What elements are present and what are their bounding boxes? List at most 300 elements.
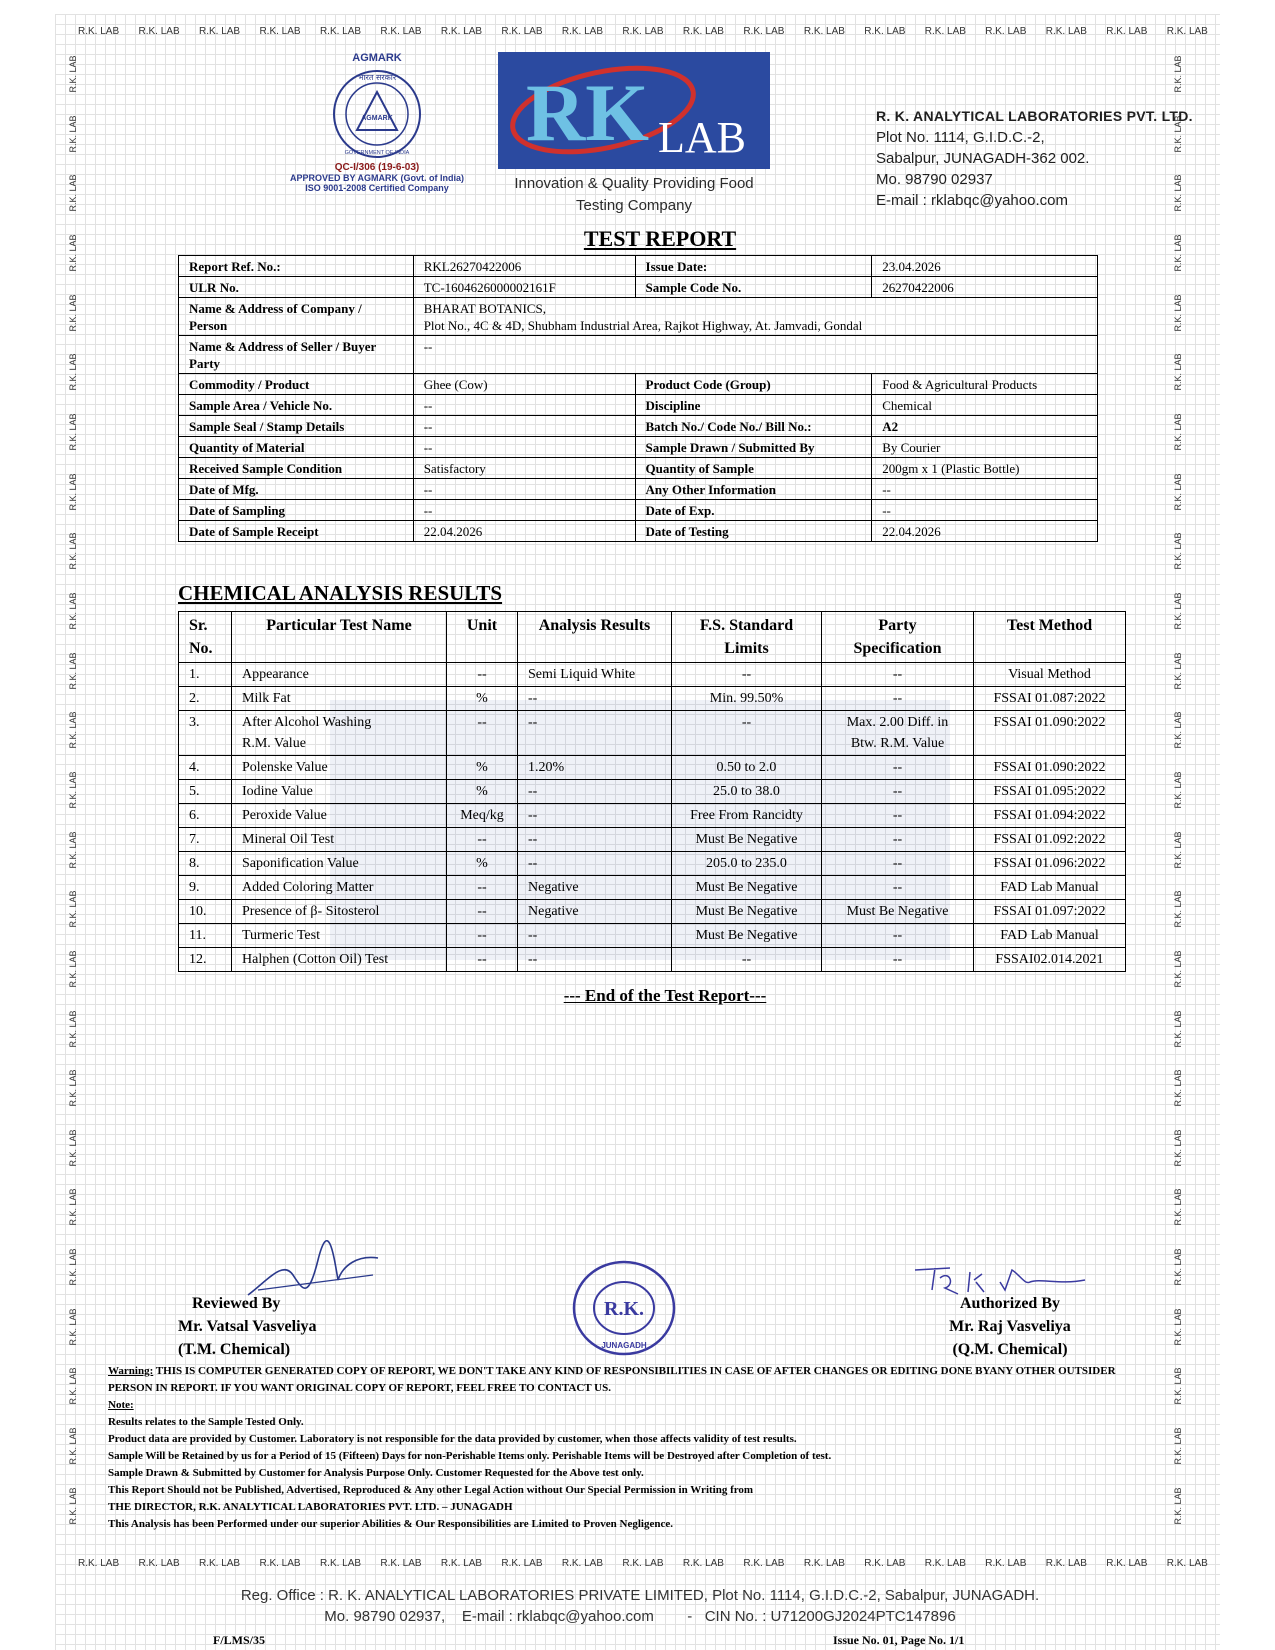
- watermark-label: R.K. LAB: [1173, 890, 1183, 928]
- analysis-result-cell: [518, 876, 672, 900]
- watermark-label: R.K. LAB: [68, 831, 78, 869]
- footer-contact: Mo. 98790 02937, E-mail : rklabqc@yahoo.com - CIN No. : U71200GJ2024PTC147896: [324, 1608, 956, 1625]
- info-value: --: [413, 336, 1097, 374]
- analysis-result-cell: [518, 900, 672, 924]
- test-name-cell: [232, 852, 447, 876]
- info-label: Sample Area / Vehicle No.: [179, 395, 414, 416]
- warning-paragraph: [108, 1363, 1148, 1397]
- results-header-row: [179, 612, 1126, 663]
- tagline-line: Testing Company: [576, 197, 692, 214]
- watermark-label: R.K. LAB: [68, 473, 78, 511]
- analysis-result: --: [528, 691, 538, 706]
- test-method: FSSAI02.014.2021: [995, 952, 1104, 967]
- party-specification-cell: [822, 804, 974, 828]
- fs-standard-limit-cell: [672, 756, 822, 780]
- fs-standard-limit-cell: [672, 828, 822, 852]
- watermark-label: R.K. LAB: [1166, 26, 1208, 37]
- watermark-label: R.K. LAB: [1045, 1558, 1087, 1569]
- watermark-label: R.K. LAB: [1045, 26, 1087, 37]
- footer-reg-office: Reg. Office : R. K. ANALYTICAL LABORATORIES PRIVATE LIMITED, Plot No. 1114, G.I.D.C.-2, Sabalpur, JUNAGADH.: [240, 1587, 1040, 1604]
- test-method-cell: [974, 900, 1126, 924]
- watermark-label: R.K. LAB: [68, 890, 78, 928]
- company-address-block: [876, 108, 1193, 211]
- info-row: [179, 416, 1098, 437]
- results-row: [179, 876, 1126, 900]
- info-row: [179, 479, 1098, 500]
- test-name: R.M. Value: [242, 736, 306, 751]
- info-row: [179, 374, 1098, 395]
- form-code: F/LMS/35: [213, 1633, 266, 1647]
- watermark-label: R.K. LAB: [1173, 1427, 1183, 1465]
- test-name-cell: [232, 687, 447, 711]
- party-specification-cell: [822, 876, 974, 900]
- info-row: [179, 458, 1098, 479]
- watermark-label: R.K. LAB: [924, 1558, 966, 1569]
- sr: 2.: [189, 691, 200, 706]
- watermark-label: R.K. LAB: [68, 174, 78, 212]
- watermark-label: R.K. LAB: [864, 1558, 906, 1569]
- analysis-result-cell: [518, 780, 672, 804]
- results-row: [179, 756, 1126, 780]
- watermark-label: R.K. LAB: [78, 1558, 120, 1569]
- watermark-label: R.K. LAB: [259, 1558, 301, 1569]
- watermark-label: R.K. LAB: [1173, 115, 1183, 153]
- fs-standard-limit: Must Be Negative: [695, 880, 798, 895]
- watermark-label: R.K. LAB: [682, 1558, 724, 1569]
- sr: 5.: [189, 784, 200, 799]
- watermark-label: R.K. LAB: [319, 1558, 362, 1569]
- info-label: Discipline: [635, 395, 872, 416]
- company-mobile: Mo. 98790 02937: [876, 171, 993, 188]
- rk-lab-logo: [498, 52, 770, 169]
- watermark-label: R.K. LAB: [68, 55, 78, 93]
- company-email: E-mail : rklabqc@yahoo.com: [876, 192, 1068, 209]
- agmark-approval: APPROVED BY AGMARK (Govt. of India): [289, 173, 464, 183]
- results-table: [178, 611, 1126, 972]
- agmark-certification: [282, 52, 472, 193]
- test-method: FSSAI 01.095:2022: [993, 784, 1106, 799]
- party-specification-cell: [822, 828, 974, 852]
- customer-name: BHARAT BOTANICS,: [423, 301, 546, 316]
- results-row: [179, 804, 1126, 828]
- info-label: Sample Seal / Stamp Details: [179, 416, 414, 437]
- col-header-result: Analysis Results: [518, 612, 672, 663]
- watermark-label: R.K. LAB: [501, 1558, 543, 1569]
- watermark-column-left: [68, 55, 92, 1525]
- sr: 4.: [189, 760, 200, 775]
- fs-standard-limit-cell: [672, 804, 822, 828]
- sr: 9.: [189, 880, 200, 895]
- sr-cell: [179, 828, 232, 852]
- analysis-result-cell: [518, 711, 672, 756]
- info-label: Commodity / Product: [179, 374, 414, 395]
- fs-standard-limit-cell: [672, 900, 822, 924]
- analysis-result: --: [528, 952, 538, 967]
- watermark-label: R.K. LAB: [1173, 950, 1183, 988]
- info-value: TC-1604626000002161F: [413, 277, 635, 298]
- test-name: Halphen (Cotton Oil) Test: [242, 952, 389, 967]
- info-label: Date of Exp.: [635, 500, 872, 521]
- analysis-result-cell: [518, 756, 672, 780]
- info-value: Chemical: [872, 395, 1098, 416]
- info-label: Received Sample Condition: [179, 458, 414, 479]
- test-method: Visual Method: [1008, 667, 1091, 682]
- test-method-cell: [974, 687, 1126, 711]
- watermark-label: R.K. LAB: [1173, 353, 1183, 391]
- info-label: Name & Address of Seller / Buyer Party: [179, 336, 414, 374]
- fs-standard-limit: Must Be Negative: [695, 832, 798, 847]
- watermark-label: R.K. LAB: [68, 1010, 78, 1048]
- watermark-label: R.K. LAB: [1173, 1188, 1183, 1226]
- watermark-label: R.K. LAB: [68, 652, 78, 690]
- watermark-label: R.K. LAB: [743, 26, 785, 37]
- col-header-fs-standard: F.S. Standard Limits: [672, 612, 822, 663]
- info-value: 22.04.2026: [413, 521, 635, 542]
- fs-standard-limit: 25.0 to 38.0: [713, 784, 780, 799]
- test-name: Peroxide Value: [242, 808, 327, 823]
- watermark-label: R.K. LAB: [68, 711, 78, 749]
- watermark-label: R.K. LAB: [561, 1558, 604, 1569]
- test-name: Saponification Value: [242, 856, 359, 871]
- watermark-label: R.K. LAB: [1173, 1129, 1183, 1167]
- watermark-label: R.K. LAB: [440, 26, 483, 37]
- analysis-result: --: [528, 928, 538, 943]
- watermark-label: R.K. LAB: [1173, 1069, 1183, 1107]
- party-specification-cell: [822, 756, 974, 780]
- agmark-title: AGMARK: [352, 52, 402, 64]
- info-value: A2: [872, 416, 1098, 437]
- sr-cell: [179, 780, 232, 804]
- reviewer-title: (T.M. Chemical): [178, 1341, 291, 1358]
- sr-cell: [179, 924, 232, 948]
- watermark-row-top: [78, 26, 1208, 37]
- fs-standard-limit-cell: [672, 663, 822, 687]
- col-header-unit: Unit: [447, 612, 518, 663]
- analysis-result: Negative: [528, 880, 579, 895]
- watermark-label: R.K. LAB: [68, 771, 78, 809]
- watermark-label: R.K. LAB: [319, 26, 362, 37]
- watermark-label: R.K. LAB: [1173, 473, 1183, 511]
- test-method: FSSAI 01.094:2022: [993, 808, 1106, 823]
- watermark-label: R.K. LAB: [380, 1558, 422, 1569]
- watermark-label: R.K. LAB: [1173, 592, 1183, 630]
- col-header-name: Particular Test Name: [232, 612, 447, 663]
- customer-address: Plot No., 4C & 4D, Shubham Industrial Area, Rajkot Highway, At. Jamvadi, Gondal: [423, 318, 863, 333]
- party-specification: Btw. R.M. Value: [850, 736, 945, 751]
- watermark-label: R.K. LAB: [622, 26, 664, 37]
- info-row: [179, 277, 1098, 298]
- party-specification-cell: [822, 780, 974, 804]
- watermark-label: R.K. LAB: [682, 26, 724, 37]
- info-value: 26270422006: [872, 277, 1098, 298]
- test-method-cell: [974, 780, 1126, 804]
- authorizer-title: (Q.M. Chemical): [952, 1341, 1068, 1358]
- note-label-line: [108, 1397, 1148, 1414]
- results-body: [179, 663, 1126, 972]
- test-method: FAD Lab Manual: [1000, 880, 1099, 895]
- info-label: Date of Mfg.: [179, 479, 414, 500]
- watermark-label: R.K. LAB: [1173, 532, 1183, 570]
- sr: 1.: [189, 667, 200, 682]
- company-address-line-1: Plot No. 1114, G.I.D.C.-2,: [876, 129, 1045, 146]
- col-header-party-spec: Party Specification: [822, 612, 974, 663]
- note-item: This Analysis has been Performed under our superior Abilities & Our Responsibilities are Limited to Proven Negligence.: [108, 1518, 673, 1530]
- info-row: [179, 395, 1098, 416]
- info-label: Any Other Information: [635, 479, 872, 500]
- watermark-label: R.K. LAB: [803, 26, 845, 37]
- sr: 7.: [189, 832, 200, 847]
- analysis-result: --: [528, 856, 538, 871]
- note-item: THE DIRECTOR, R.K. ANALYTICAL LABORATORIES PVT. LTD. – JUNAGADH: [108, 1501, 513, 1513]
- info-value: Satisfactory: [413, 458, 635, 479]
- report-title: TEST REPORT: [583, 226, 737, 251]
- unit-cell: [447, 876, 518, 900]
- watermark-label: R.K. LAB: [68, 1248, 78, 1286]
- results-row: [179, 924, 1126, 948]
- fs-standard-limit: Free From Rancidty: [690, 808, 803, 823]
- agmark-seal-center-text: AGMARK: [361, 115, 393, 122]
- fs-standard-limit: 205.0 to 235.0: [706, 856, 787, 871]
- info-row: [179, 500, 1098, 521]
- note-label: Note:: [108, 1399, 134, 1411]
- test-name-cell: [232, 900, 447, 924]
- logo-letters: RK: [526, 67, 649, 158]
- fs-standard-limit-cell: [672, 780, 822, 804]
- sr: 10.: [189, 904, 207, 919]
- info-label: Date of Sample Receipt: [179, 521, 414, 542]
- watermark-label: R.K. LAB: [68, 234, 78, 272]
- info-label: ULR No.: [179, 277, 414, 298]
- note-item: Product data are provided by Customer. Laboratory is not responsible for the data provided by customer, when those affects validity of test results.: [108, 1433, 797, 1445]
- reviewer-name: Mr. Vatsal Vasveliya: [178, 1318, 317, 1335]
- info-label: Sample Drawn / Submitted By: [635, 437, 872, 458]
- test-method: FSSAI 01.092:2022: [993, 832, 1106, 847]
- warning-text: THIS IS COMPUTER GENERATED COPY OF REPORT, WE DON'T TAKE ANY KIND OF RESPONSIBILITIES IN CASE OF AFTER CHANGES OR EDITING DONE BYANY OTHER OUTSIDER PERSON IN REPORT. IF YOU WANT ORIGINAL COPY OF REPORT, FEEL FREE TO CONTACT US.: [108, 1365, 1116, 1394]
- test-name-cell: [232, 663, 447, 687]
- watermark-label: R.K. LAB: [1173, 1308, 1183, 1346]
- party-specification: --: [892, 784, 903, 799]
- report-info-table: [178, 255, 1098, 542]
- fs-standard-limit: Must Be Negative: [695, 928, 798, 943]
- watermark-label: R.K. LAB: [68, 950, 78, 988]
- watermark-label: R.K. LAB: [1173, 1487, 1183, 1525]
- watermark-label: R.K. LAB: [743, 1558, 785, 1569]
- lab-stamp-icon: [570, 1258, 678, 1358]
- party-specification: --: [892, 880, 903, 895]
- watermark-label: R.K. LAB: [1173, 711, 1183, 749]
- watermark-label: R.K. LAB: [1173, 1367, 1183, 1405]
- analysis-result: --: [528, 808, 538, 823]
- watermark-label: R.K. LAB: [198, 1558, 241, 1569]
- unit-cell: [447, 828, 518, 852]
- party-specification: Max. 2.00 Diff. in: [846, 715, 949, 730]
- authorizer-name: Mr. Raj Vasveliya: [949, 1318, 1071, 1335]
- watermark-label: R.K. LAB: [864, 26, 906, 37]
- unit: --: [477, 928, 487, 943]
- sr-cell: [179, 663, 232, 687]
- note-item: Sample Will be Retained by us for a Period of 15 (Fifteen) Days for non-Perishable Items only. Perishable Items will be Destroyed after Completion of test.: [108, 1450, 832, 1462]
- company-name-address: [413, 298, 1097, 336]
- info-value: 23.04.2026: [872, 256, 1098, 277]
- fs-standard-limit: Must Be Negative: [695, 904, 798, 919]
- fs-standard-limit: 0.50 to 2.0: [716, 760, 777, 775]
- watermark-label: R.K. LAB: [138, 26, 180, 37]
- unit-cell: [447, 711, 518, 756]
- watermark-label: R.K. LAB: [1173, 234, 1183, 272]
- info-row: [179, 256, 1098, 277]
- sr-cell: [179, 756, 232, 780]
- sr-cell: [179, 804, 232, 828]
- unit-cell: [447, 852, 518, 876]
- sr-cell: [179, 852, 232, 876]
- company-tagline: [488, 173, 780, 217]
- party-specification-cell: [822, 711, 974, 756]
- party-specification-cell: [822, 924, 974, 948]
- info-value: 22.04.2026: [872, 521, 1098, 542]
- analysis-result-cell: [518, 687, 672, 711]
- fs-standard-limit-cell: [672, 687, 822, 711]
- fs-standard-limit: Min. 99.50%: [709, 691, 784, 706]
- test-name: Appearance: [242, 667, 309, 682]
- test-method: FSSAI 01.090:2022: [993, 760, 1106, 775]
- unit: --: [477, 832, 487, 847]
- unit-cell: [447, 780, 518, 804]
- info-value: RKL26270422006: [413, 256, 635, 277]
- watermark-label: R.K. LAB: [985, 1558, 1027, 1569]
- watermark-label: R.K. LAB: [803, 1558, 845, 1569]
- unit: %: [476, 856, 488, 871]
- analysis-result: --: [528, 784, 538, 799]
- test-name-cell: [232, 876, 447, 900]
- fs-standard-limit-cell: [672, 948, 822, 972]
- test-name-cell: [232, 828, 447, 852]
- info-label: Date of Sampling: [179, 500, 414, 521]
- watermark-label: R.K. LAB: [1106, 1558, 1148, 1569]
- watermark-label: R.K. LAB: [1173, 652, 1183, 690]
- party-specification-cell: [822, 948, 974, 972]
- analysis-result: Semi Liquid White: [528, 667, 636, 682]
- watermark-label: R.K. LAB: [1173, 1010, 1183, 1048]
- watermark-label: R.K. LAB: [198, 26, 241, 37]
- sr: 6.: [189, 808, 200, 823]
- watermark-label: R.K. LAB: [1173, 174, 1183, 212]
- watermark-label: R.K. LAB: [1173, 1248, 1183, 1286]
- test-name: Polenske Value: [242, 760, 328, 775]
- watermark-label: R.K. LAB: [380, 26, 422, 37]
- info-value: Food & Agricultural Products: [872, 374, 1098, 395]
- watermark-label: R.K. LAB: [440, 1558, 483, 1569]
- watermark-label: R.K. LAB: [138, 1558, 180, 1569]
- party-specification: --: [892, 808, 903, 823]
- watermark-label: R.K. LAB: [68, 1427, 78, 1465]
- info-label: Date of Testing: [635, 521, 872, 542]
- watermark-label: R.K. LAB: [259, 26, 301, 37]
- unit: %: [476, 784, 488, 799]
- unit-cell: [447, 756, 518, 780]
- test-method: FSSAI 01.097:2022: [993, 904, 1106, 919]
- watermark-label: R.K. LAB: [561, 26, 604, 37]
- analysis-result-cell: [518, 948, 672, 972]
- info-value: --: [872, 479, 1098, 500]
- watermark-label: R.K. LAB: [1173, 831, 1183, 869]
- watermark-label: R.K. LAB: [68, 353, 78, 391]
- test-name: Added Coloring Matter: [242, 880, 374, 895]
- watermark-column-right: [1173, 55, 1197, 1525]
- test-method-cell: [974, 828, 1126, 852]
- analysis-result: Negative: [528, 904, 579, 919]
- info-label: Batch No./ Code No./ Bill No.:: [635, 416, 872, 437]
- fs-standard-limit: --: [741, 715, 752, 730]
- test-name: Presence of β- Sitosterol: [242, 904, 380, 919]
- watermark-label: R.K. LAB: [985, 26, 1027, 37]
- results-row: [179, 663, 1126, 687]
- info-value: --: [413, 416, 635, 437]
- fs-standard-limit: --: [741, 952, 752, 967]
- watermark-label: R.K. LAB: [68, 592, 78, 630]
- fs-standard-limit-cell: [672, 876, 822, 900]
- test-name-cell: [232, 711, 447, 756]
- analysis-result: --: [528, 832, 538, 847]
- stamp-bottom: JUNAGADH: [601, 1341, 647, 1350]
- watermark-label: R.K. LAB: [1166, 1558, 1208, 1569]
- iso-certification: ISO 9001-2008 Certified Company: [305, 183, 449, 193]
- party-specification: --: [892, 691, 903, 706]
- sr: 3.: [189, 715, 200, 730]
- unit-cell: [447, 663, 518, 687]
- unit: --: [477, 880, 487, 895]
- col-header-test-method: Test Method: [974, 612, 1126, 663]
- sr-cell: [179, 948, 232, 972]
- warning-label: Warning:: [108, 1365, 154, 1377]
- sr-cell: [179, 900, 232, 924]
- test-method-cell: [974, 852, 1126, 876]
- unit-cell: [447, 687, 518, 711]
- party-specification-cell: [822, 663, 974, 687]
- watermark-label: R.K. LAB: [1173, 294, 1183, 332]
- party-specification: --: [892, 952, 903, 967]
- fs-standard-limit-cell: [672, 852, 822, 876]
- test-name: Iodine Value: [242, 784, 313, 799]
- watermark-label: R.K. LAB: [68, 413, 78, 451]
- watermark-label: R.K. LAB: [1173, 771, 1183, 809]
- info-label: Product Code (Group): [635, 374, 872, 395]
- watermark-label: R.K. LAB: [1106, 26, 1148, 37]
- info-row: [179, 298, 1098, 336]
- party-specification-cell: [822, 852, 974, 876]
- info-row: [179, 437, 1098, 458]
- results-row: [179, 900, 1126, 924]
- test-method-cell: [974, 756, 1126, 780]
- analysis-result: 1.20%: [528, 760, 565, 775]
- watermark-label: R.K. LAB: [68, 1367, 78, 1405]
- analysis-result-cell: [518, 663, 672, 687]
- info-value: --: [413, 395, 635, 416]
- unit: %: [476, 760, 488, 775]
- unit: --: [477, 952, 487, 967]
- unit-cell: [447, 924, 518, 948]
- party-specification-cell: [822, 900, 974, 924]
- info-row: [179, 336, 1098, 374]
- unit-cell: [447, 900, 518, 924]
- info-label: Sample Code No.: [635, 277, 872, 298]
- results-row: [179, 852, 1126, 876]
- analysis-result-cell: [518, 924, 672, 948]
- info-value: --: [413, 500, 635, 521]
- issue-page-number: Issue No. 01, Page No. 1/1: [833, 1633, 965, 1647]
- info-value: 200gm x 1 (Plastic Bottle): [872, 458, 1098, 479]
- info-value: By Courier: [872, 437, 1098, 458]
- sr: 12.: [189, 952, 207, 967]
